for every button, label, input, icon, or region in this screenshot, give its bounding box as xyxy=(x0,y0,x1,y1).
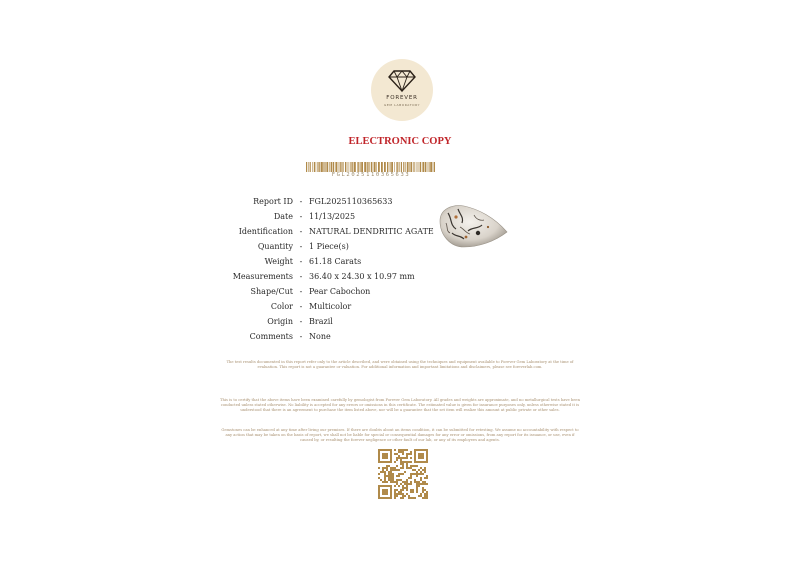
detail-value: NATURAL DENDRITIC AGATE xyxy=(309,227,434,236)
detail-separator: - xyxy=(299,212,303,221)
disclaimer-text: The test results documented in this report refer only to the article described, and were obtained using the techniques and equipment available to Forever Gem Laboratory at the time of evaluation. This report is not a guarantee or valuation. For additional information and important limitations and disclaimers, please see foreverlab.com. xyxy=(226,360,574,369)
detail-separator: - xyxy=(299,257,303,266)
logo-brand: FOREVER xyxy=(386,95,418,101)
certification-text: This is to certify that the above items have been examined carefully by gemologist from Forever Gem Laboratory. All grades and weights are approximate, and no metallurgical tests have been conducted unless stated otherwise. No liability is accepted for any errors or omissions in this certificate. The estimated value is given for insurance purposes only, unless otherwise stated it is understood that there is an agreement to purchase the item listed above, nor will be a guarantee that the set item will realize this amount at public private or other sales. xyxy=(220,398,580,412)
detail-value: 11/13/2025 xyxy=(309,212,356,221)
detail-row-shape-cut xyxy=(210,284,434,299)
detail-label: Color xyxy=(270,302,293,311)
barcode-text: FGL2025110365633 xyxy=(331,172,411,178)
detail-row-measurements xyxy=(210,269,434,284)
detail-value: 1 Piece(s) xyxy=(309,242,349,251)
detail-separator: - xyxy=(299,317,303,326)
page-title: ELECTRONIC COPY xyxy=(348,136,452,147)
report-details xyxy=(210,194,434,344)
detail-row-comments xyxy=(210,329,434,344)
gemstone-photo xyxy=(438,203,510,249)
logo-tagline: GEM LABORATORY xyxy=(383,103,421,107)
detail-label: Weight xyxy=(264,257,293,266)
detail-label: Measurements xyxy=(232,272,293,281)
detail-label: Origin xyxy=(267,317,293,326)
detail-value: Brazil xyxy=(309,317,333,326)
detail-row-weight xyxy=(210,254,434,269)
logo xyxy=(371,59,433,121)
detail-row-origin xyxy=(210,314,434,329)
detail-separator: - xyxy=(299,287,303,296)
detail-label: Comments xyxy=(249,332,293,341)
detail-value: 36.40 x 24.30 x 10.97 mm xyxy=(309,272,415,281)
detail-label: Shape/Cut xyxy=(250,287,293,296)
detail-value: Multicolor xyxy=(309,302,352,311)
detail-separator: - xyxy=(299,302,303,311)
detail-label: Date xyxy=(273,212,293,221)
detail-value: 61.18 Carats xyxy=(309,257,362,266)
detail-label: Report ID xyxy=(253,197,293,206)
detail-row-quantity xyxy=(210,239,434,254)
detail-value: FGL2025110365633 xyxy=(309,197,393,206)
detail-separator: - xyxy=(299,242,303,251)
detail-row-date xyxy=(210,209,434,224)
qr-code xyxy=(378,449,428,499)
detail-separator: - xyxy=(299,197,303,206)
liability-text: Gemstones can be enhanced at any time after living our premises. If there are doubts about an items condition, it can be submitted for retesting. We assume no accountability with respect to any action that may be taken on the basis of report, we shall not be liable for special or consequential damages for any error or omissions, from any report for its issuance, or use, even if caused by, or resulting the forever negligence or other fault of our lab, or any of its employees and agents. xyxy=(221,428,579,442)
detail-separator: - xyxy=(299,332,303,341)
detail-row-color xyxy=(210,299,434,314)
detail-separator: - xyxy=(299,272,303,281)
diamond-icon xyxy=(388,69,416,93)
detail-separator: - xyxy=(299,227,303,236)
detail-row-report-id xyxy=(210,194,434,209)
detail-row-identification xyxy=(210,224,434,239)
detail-label: Quantity xyxy=(257,242,293,251)
detail-value: Pear Cabochon xyxy=(309,287,371,296)
detail-value: None xyxy=(309,332,331,341)
barcode xyxy=(306,162,436,172)
detail-label: Identification xyxy=(238,227,293,236)
